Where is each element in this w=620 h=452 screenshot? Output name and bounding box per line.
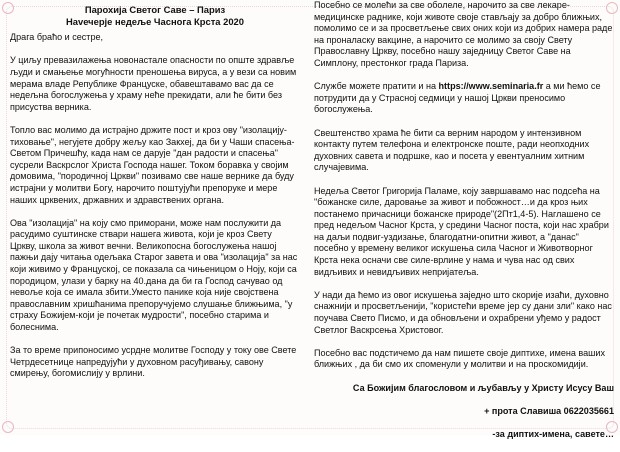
signature-priest: + прота Славиша 0622035661: [484, 405, 614, 416]
header-title: Наvечерје недеље Часнога Крста 2020: [66, 15, 244, 27]
paragraph: [314, 81, 614, 116]
paragraph: Ова "изолација" на коју смо приморани, може нам послужити да расудимо суштинске ствари нашега живота, који је кроз Свету Цркву, школа за живот вечни. Великопосна богослужења нашој пажњи дају читања одељака Старог завета и ова "изолација" за нас који живимо у Француској, се показала са чињеницом о Ноју, који са породицом, улази у барку на 40.дана да би га Господ сачувао од невоље која се имала збити.Уместо панике која није својствена православним хришћанима препоручујемо слушање ближњима, "у страху Божијем-који је почетак мудрости", посебно старима и болеснима.: [10, 217, 298, 333]
paragraph-text: а ми ћемо се потрудити да у Страсној седмици у нашој Цркви преносимо богослужења.: [314, 81, 601, 115]
signature-blessing: Са Божијим благословом и љубављу у Христу Исусу Ваш: [352, 382, 614, 393]
left-column: [10, 4, 300, 380]
paragraph: У нади да ћемо из овог искушења заједно што скорије изаћи, духовно снажнији и просветљенији, "користећи време јер су дани зли" како нас поучава Свето Писмо, и да обновљени и охрабрени уђемо у радост Светлог Васкрсења Христовог.: [314, 289, 612, 335]
paragraph: У циљу превазилажења новонастале опасности по опште здравље људи и смањење могућности преношења вируса, а у вези са новим мерама владе Републике Француске, обавештавамо вас да се недељна богослужења у храму неће прекидати, али ће бити без присуства верника.: [10, 55, 297, 112]
paragraph-text: Службе можете пратити и на: [314, 81, 439, 92]
signature-note: -за диптих-имена, савете…: [492, 428, 614, 439]
paragraph: Посебно вас подстичемо да нам пишете своје диптихе, имена ваших ближњих , да би смо их споменули у молитви и на проскомидији.: [314, 347, 605, 370]
paragraph: За то време припоносимо усрдне молитве Господу у току ове Свете Четрдесетнице напредујући у духовном расуђивању, савону смирењу, богомислију у врлини.: [10, 345, 297, 379]
website-link[interactable]: https://www.seminaria.fr: [438, 81, 544, 92]
paragraph: Топло вас молимо да истрајно држите пост и кроз ову "изолацију-тиховање", негујете добру жељу као Закхеј, да би у Чаши спасења-Светом Причешћу, када нам се дарује "дан радости и спасења" сусрели Васкрслог Христа Господа нашег. Током боравка у својим домовима, "породичној Цркви" позивамо све наше вернике да буду истрајни у молитви Богу, нарочито поштујући препоруке и мере наших црквених, државних и здравствених органа.: [10, 124, 295, 205]
greeting: Драга браћо и сестре,: [10, 32, 104, 43]
header-parish: Парохија Светог Саве – Париз: [84, 4, 226, 15]
paragraph: Свештенство храма ће бити са верним народом у интензивном контакту путем телефона и електронске поште, ради неопходних духовних савета и подршке, као и посета у евентуалним хитним случајевима.: [314, 127, 590, 173]
right-column: [314, 0, 614, 452]
paragraph: Недеља Светог Григорија Паламе, коју завршавамо нас подсећа на "божанске силе, даровање за живот и побожност…и да кроз њих постанемо причасници божанске природе"(2Пт1,4-5). Наглашено се пред недељом Часног Крста, у средини Часног поста, који нас храбри на даљи подвиг-уздизање, благодатни-опитни живот, а "данас" посебно у времену великог искушења сила Часног и Животворног Крста нека осначи све силе-врлине у нама и чува нас од свих видљивих и невидљивих непријатеља.: [314, 185, 609, 277]
corner-ornament-icon: [2, 421, 14, 433]
paragraph: Посебно се молећи за све оболеле, нарочито за све лекаре-медицинске раднике, који животе своје стављају за добро ближњих, помолимо се и за просветљење свих оних који из добрих намера раде на проналаску вакцине, а нарочито се молимо за своју Свету Православну Цркву, посебно нашу заједницу Светог Саве на Симплону, престонког града Париза.: [314, 0, 613, 68]
